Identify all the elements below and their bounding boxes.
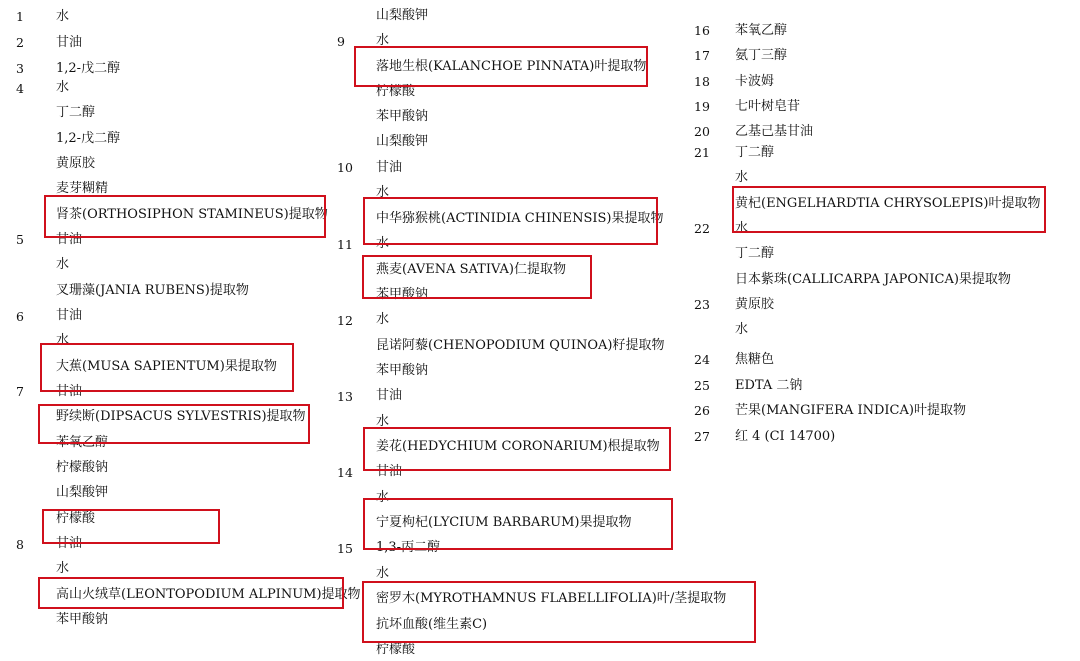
entry-number: 8 [16, 537, 24, 552]
ingredient-name: 甘油 [56, 35, 83, 50]
highlight-box [42, 509, 220, 544]
highlight-box [363, 498, 673, 550]
ingredient-name: 丁二醇 [735, 246, 775, 261]
ingredient-name: 柠檬酸钠 [56, 460, 109, 475]
ingredient-name: 甘油 [56, 232, 83, 247]
highlight-box [354, 46, 648, 87]
highlight-box [363, 427, 671, 471]
entry-number: 2 [16, 35, 24, 50]
highlight-box [38, 404, 310, 444]
ingredient-name: 1,2-戊二醇 [56, 131, 121, 146]
ingredient-name: 水 [56, 333, 70, 348]
highlight-box [732, 186, 1046, 233]
ingredient-name: 水 [56, 257, 70, 272]
ingredient-name: 水 [56, 561, 70, 576]
ingredient-name: 姜花(HEDYCHIUM CORONARIUM)根提取物 [376, 439, 660, 454]
entry-number: 6 [16, 309, 24, 324]
entry-number: 9 [337, 34, 345, 49]
entry-number: 22 [694, 221, 710, 236]
ingredient-name: 水 [56, 9, 70, 24]
ingredient-name: 焦糖色 [735, 352, 775, 367]
ingredient-name: 叉珊藻(JANIA RUBENS)提取物 [56, 283, 249, 298]
ingredient-name: 柠檬酸 [56, 511, 96, 526]
ingredient-name: 柠檬酸 [376, 642, 416, 657]
ingredient-name: 密罗木(MYROTHAMNUS FLABELLIFOLIA)叶/茎提取物 [376, 591, 727, 606]
ingredient-name: 麦芽糊精 [56, 181, 109, 196]
entry-number: 17 [694, 48, 710, 63]
entry-number: 1 [16, 9, 24, 24]
ingredient-name: 高山火绒草(LEONTOPODIUM ALPINUM)提取物 [56, 587, 361, 602]
entry-number: 13 [337, 389, 353, 404]
ingredient-name: 红 4 (CI 14700) [735, 429, 836, 444]
ingredient-name: 水 [376, 33, 390, 48]
highlight-box [362, 581, 756, 643]
ingredient-name: 苯甲酸钠 [376, 363, 429, 378]
ingredient-name: 甘油 [376, 388, 403, 403]
ingredient-name: 丁二醇 [735, 145, 775, 160]
entry-number: 12 [337, 313, 353, 328]
ingredient-name: 卡波姆 [735, 74, 775, 89]
ingredient-name: 燕麦(AVENA SATIVA)仁提取物 [376, 262, 566, 277]
ingredient-name: 水 [735, 170, 749, 185]
entry-number: 20 [694, 124, 710, 139]
ingredient-name: 大蕉(MUSA SAPIENTUM)果提取物 [56, 359, 277, 374]
ingredient-name: 苯氧乙醇 [735, 23, 788, 38]
ingredient-name: 七叶树皂苷 [735, 99, 801, 114]
entry-number: 26 [694, 403, 710, 418]
entry-number: 23 [694, 297, 710, 312]
ingredient-name: 柠檬酸 [376, 84, 416, 99]
entry-number: 7 [16, 384, 24, 399]
entry-number: 15 [337, 541, 353, 556]
ingredient-name: 甘油 [56, 536, 83, 551]
ingredient-name: 抗坏血酸(维生素C) [376, 617, 488, 632]
entry-number: 5 [16, 232, 24, 247]
ingredient-name: 水 [56, 80, 70, 95]
ingredient-name: 水 [376, 312, 390, 327]
ingredient-name: 水 [376, 566, 390, 581]
entry-number: 4 [16, 81, 24, 96]
ingredient-name: 山梨酸钾 [376, 8, 429, 23]
ingredient-name: 水 [376, 490, 390, 505]
ingredient-name: 野续断(DIPSACUS SYLVESTRIS)提取物 [56, 409, 306, 424]
ingredient-name: 黄原胶 [735, 297, 775, 312]
highlight-box [38, 577, 344, 609]
entry-number: 16 [694, 23, 710, 38]
entry-number: 10 [337, 160, 353, 175]
ingredient-name: 甘油 [376, 160, 403, 175]
ingredient-name: 苯甲酸钠 [376, 287, 429, 302]
highlight-box [40, 343, 294, 392]
highlight-box [44, 195, 326, 238]
ingredient-name: 宁夏枸杞(LYCIUM BARBARUM)果提取物 [376, 515, 632, 530]
ingredient-name: 昆诺阿藜(CHENOPODIUM QUINOA)籽提取物 [376, 338, 665, 353]
ingredient-name: 乙基己基甘油 [735, 124, 814, 139]
entry-number: 11 [337, 237, 353, 252]
entry-number: 3 [16, 61, 24, 76]
ingredient-name: 水 [376, 414, 390, 429]
ingredient-name: 氨丁三醇 [735, 48, 788, 63]
ingredient-name: 芒果(MANGIFERA INDICA)叶提取物 [735, 403, 966, 418]
ingredient-name: 肾茶(ORTHOSIPHON STAMINEUS)提取物 [56, 207, 328, 222]
ingredient-name: 甘油 [56, 384, 83, 399]
ingredient-name: 黄原胶 [56, 156, 96, 171]
ingredient-name: 苯氧乙醇 [56, 435, 109, 450]
ingredient-name: 山梨酸钾 [376, 134, 429, 149]
ingredient-name: EDTA 二钠 [735, 378, 803, 393]
ingredient-name: 水 [735, 221, 749, 236]
ingredient-name: 苯甲酸钠 [56, 612, 109, 627]
ingredient-name: 日本紫珠(CALLICARPA JAPONICA)果提取物 [735, 272, 1011, 287]
entry-number: 19 [694, 99, 710, 114]
highlight-box [362, 255, 592, 299]
entry-number: 25 [694, 378, 710, 393]
entry-number: 24 [694, 352, 710, 367]
ingredient-name: 落地生根(KALANCHOE PINNATA)叶提取物 [376, 59, 647, 74]
entry-number: 14 [337, 465, 353, 480]
ingredient-name: 水 [376, 185, 390, 200]
ingredient-name: 甘油 [56, 308, 83, 323]
ingredient-name: 水 [735, 322, 749, 337]
entry-number: 18 [694, 74, 710, 89]
highlight-box [363, 197, 658, 245]
entry-number: 21 [694, 145, 710, 160]
ingredient-name: 1,2-戊二醇 [56, 61, 121, 76]
ingredient-name: 丁二醇 [56, 105, 96, 120]
ingredient-name: 黄杞(ENGELHARDTIA CHRYSOLEPIS)叶提取物 [735, 196, 1041, 211]
ingredient-name: 1,3-丙二醇 [376, 540, 441, 555]
ingredient-name: 山梨酸钾 [56, 485, 109, 500]
ingredient-name: 苯甲酸钠 [376, 109, 429, 124]
ingredient-name: 中华猕猴桃(ACTINIDIA CHINENSIS)果提取物 [376, 211, 664, 226]
entry-number: 27 [694, 429, 710, 444]
ingredient-name: 甘油 [376, 464, 403, 479]
ingredient-name: 水 [376, 236, 390, 251]
